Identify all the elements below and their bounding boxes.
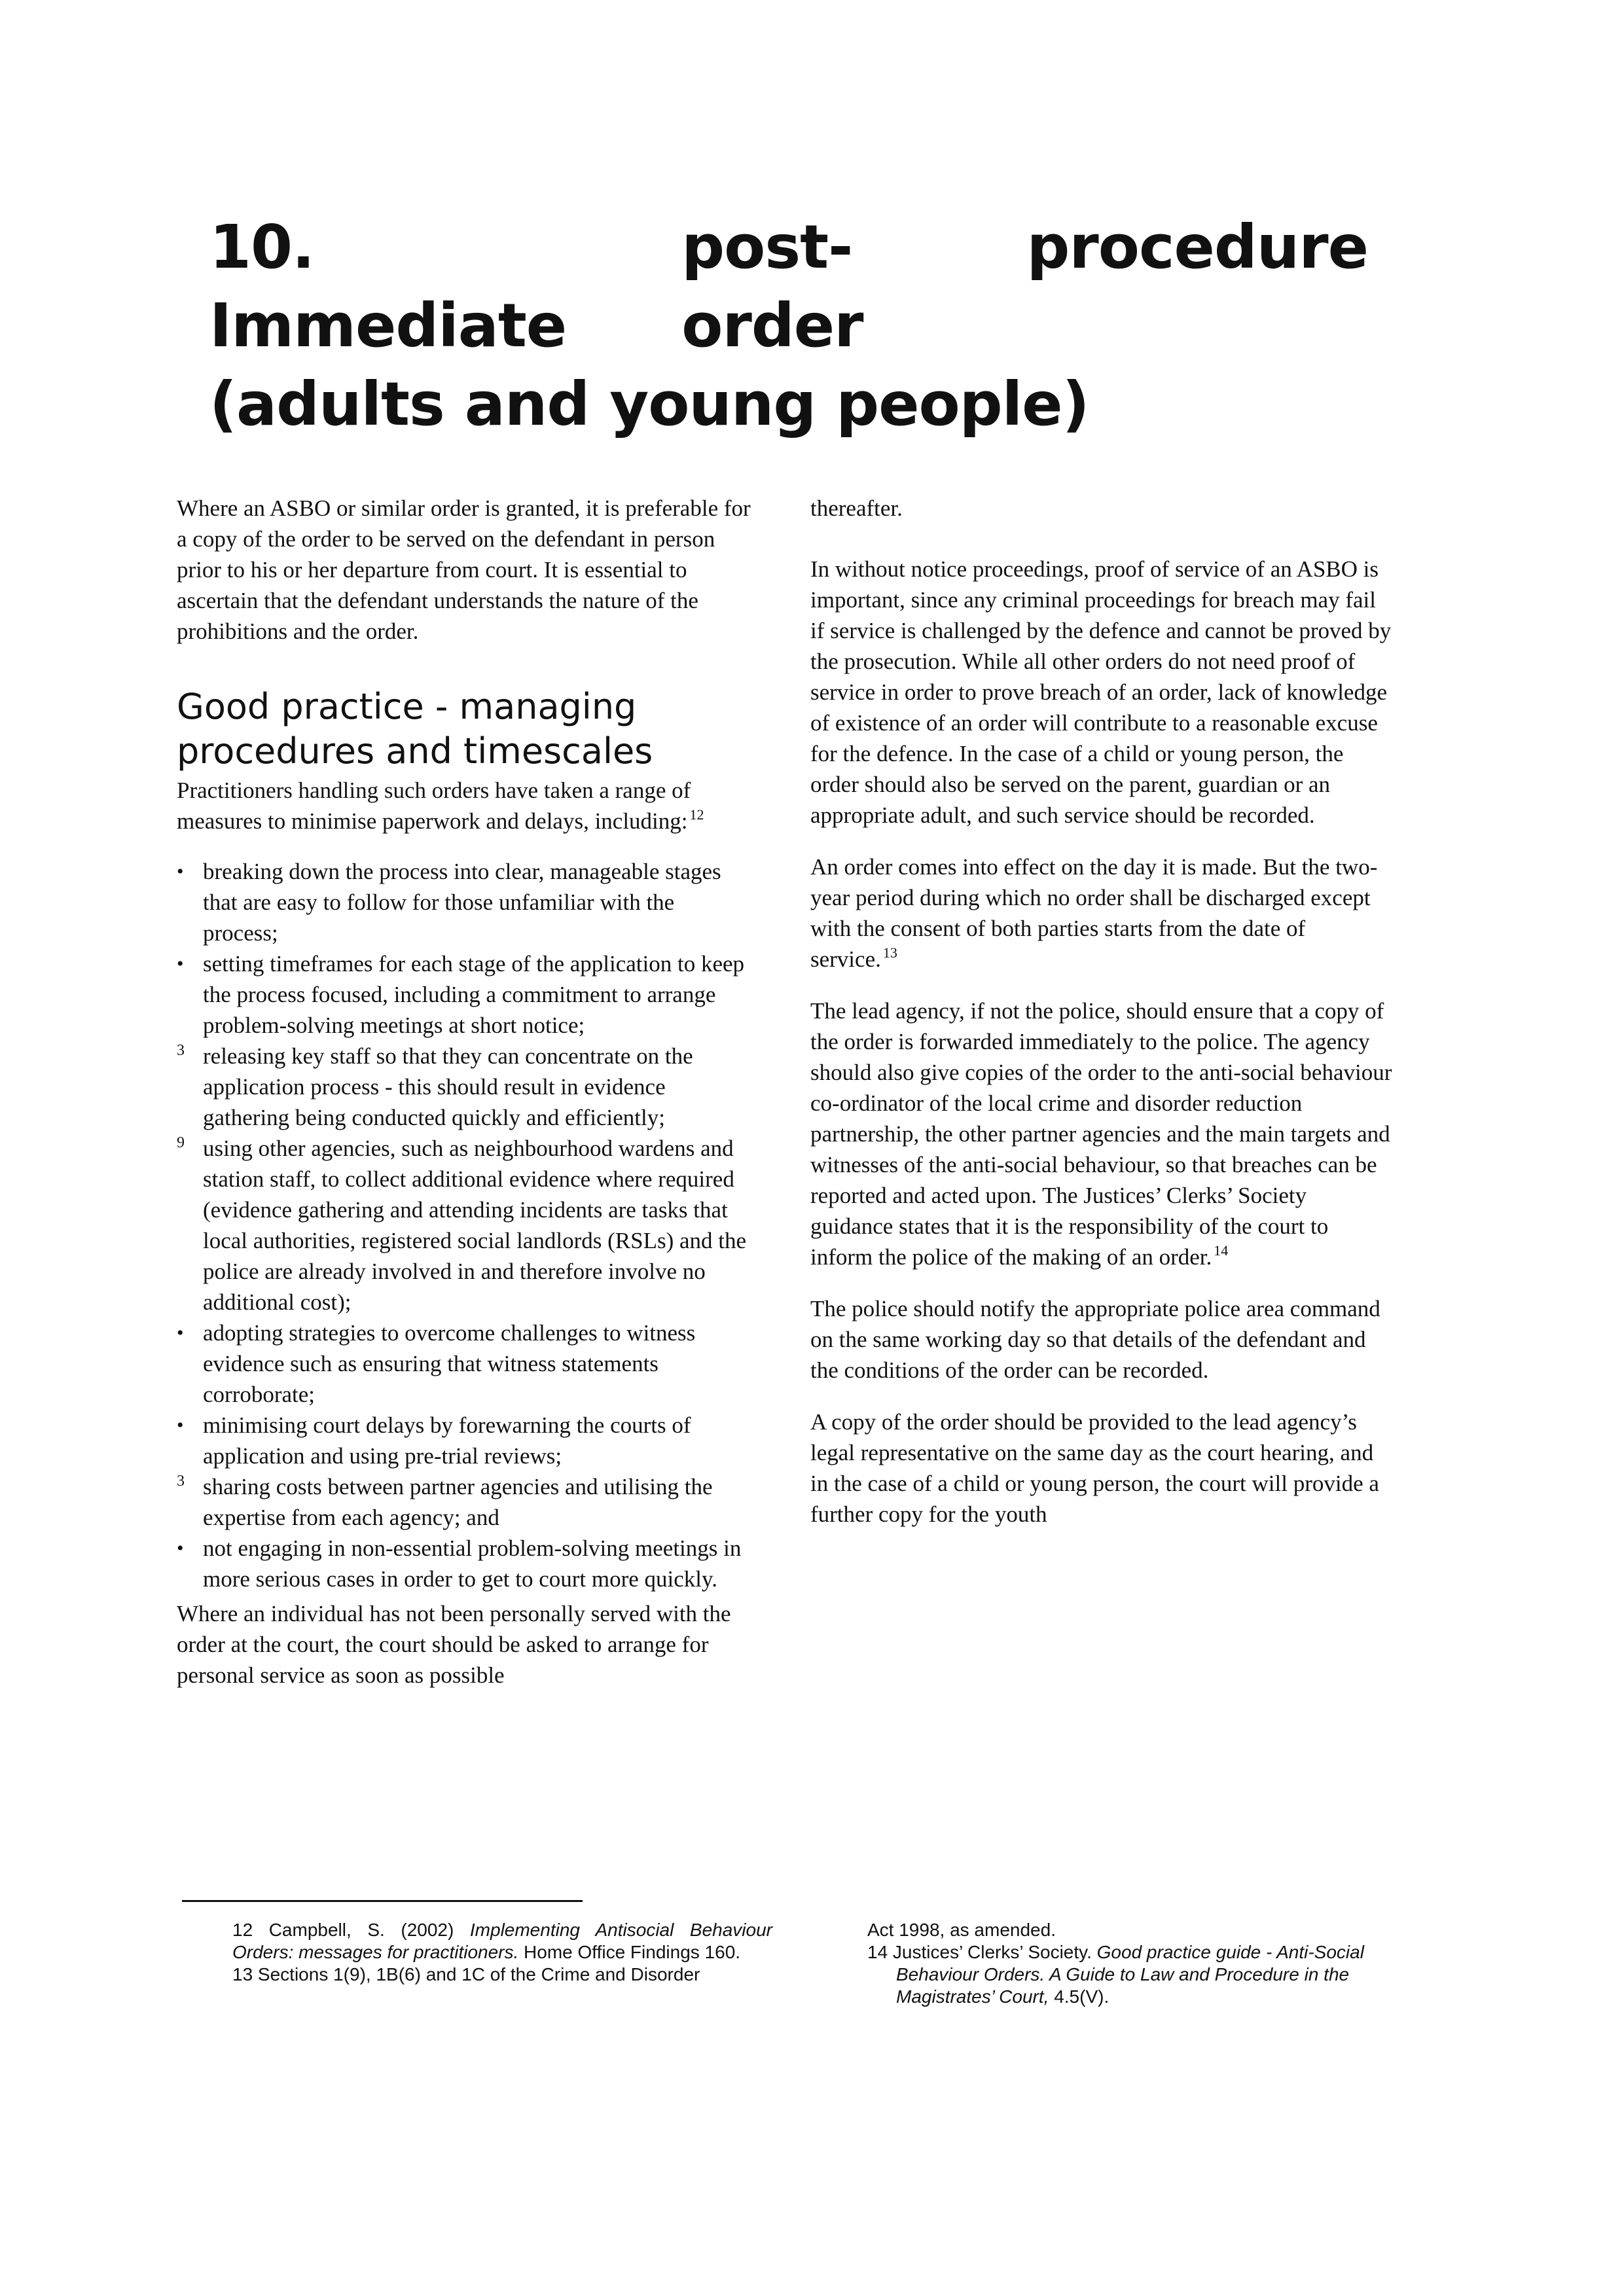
bullet-marker: 3 xyxy=(177,1473,185,1490)
page-title-line-2: (adults and young people) xyxy=(209,369,1089,439)
footnote-ref-12: 12 xyxy=(689,806,704,823)
lead-in-text: Practitioners handling such orders have taken a range of measures to minimise paperwork and delays, including: xyxy=(177,778,691,834)
list-item-text: using other agencies, such as neighbourhood wardens and station staff, to collect additional evidence where required (evidence gathering and attending incidents are tasks that local authorities, registered social landlords (RSLs) and the police are already involved in and therefore involve no additional cost); xyxy=(203,1136,747,1315)
bullet-marker: • xyxy=(177,1322,184,1344)
paragraph-service-proof xyxy=(810,554,1393,831)
paragraph-text: The lead agency, if not the police, should ensure that a copy of the order is forwarded immediately to the police. The agency should also give copies of the order to the anti-social behaviour co-ordinator of the local crime and disorder reduction partnership, the other partner agencies and the main targets and witnesses of the anti-social behaviour, so that breaches can be reported and acted upon. The Justices’ Clerks’ Society guidance states that it is the responsibility of the court to inform the police of the making of an order. xyxy=(810,998,1392,1270)
left-column xyxy=(177,493,753,1712)
footnote-title: Good practice guide - Anti-Social Behaviour Orders. A Guide to Law and Procedure in the Magistrates’ Court, xyxy=(896,1942,1364,2007)
list-item-text: setting timeframes for each stage of the application to keep the process focused, including a commitment to arrange problem-solving meetings at short notice; xyxy=(203,951,745,1038)
bullet-marker: 9 xyxy=(177,1134,185,1151)
paragraph-lead-agency xyxy=(810,996,1393,1272)
footnotes-left xyxy=(232,1919,772,1986)
page-title-line-1 xyxy=(209,208,1368,365)
paragraph-text: The police should notify the appropriate police area command on the same working day so that details of the defendant and the conditions of the order can be recorded. xyxy=(810,1296,1380,1383)
bullet-marker: • xyxy=(177,861,184,882)
bullet-marker: • xyxy=(177,1537,184,1559)
footnote-title: Implementing Antisocial Behaviour Orders: messages for practitioners. xyxy=(232,1920,772,1962)
title-word-1: 10. Immediate xyxy=(209,212,567,361)
footnote-text: 14 Justices’ Clerks’ Society. xyxy=(867,1942,1097,1962)
section-heading: Good practice - managing procedures and timescales xyxy=(177,686,653,772)
list-item xyxy=(177,1533,753,1594)
footnotes-right xyxy=(867,1919,1404,2008)
footnote-12 xyxy=(232,1919,772,1964)
list-item xyxy=(177,948,753,1041)
list-item-text: adopting strategies to overcome challenges to witness evidence such as ensuring that witness statements corroborate; xyxy=(203,1320,696,1407)
list-item xyxy=(177,1410,753,1471)
title-word-2: post-order xyxy=(681,212,863,361)
footnote-13-continuation: Act 1998, as amended. xyxy=(867,1920,1056,1940)
footnote-text: Home Office Findings 160. xyxy=(518,1942,741,1962)
lead-in-paragraph xyxy=(177,775,753,836)
footnote-separator xyxy=(182,1900,583,1902)
paragraph-police-notify xyxy=(810,1293,1393,1386)
footnote-ref-13: 13 xyxy=(882,944,897,961)
right-column xyxy=(810,493,1393,1551)
list-item-text: minimising court delays by forewarning the courts of application and using pre-trial reviews; xyxy=(203,1412,691,1469)
footnote-13: 13 Sections 1(9), 1B(6) and 1C of the Crime and Disorder xyxy=(232,1964,700,1984)
bullet-marker: • xyxy=(177,1414,184,1436)
paragraph-text: A copy of the order should be provided to the lead agency’s legal representative on the same day as the court hearing, and in the case of a child or young person, the court will provide a further copy for the youth xyxy=(810,1409,1379,1527)
continuation-text: thereafter. xyxy=(810,495,903,521)
list-item-text: sharing costs between partner agencies and utilising the expertise from each agency; and xyxy=(203,1474,713,1530)
list-item xyxy=(177,856,753,948)
page-title xyxy=(209,208,1368,444)
list-item-text: not engaging in non-essential problem-solving meetings in more serious cases in order to get to court more quickly. xyxy=(203,1535,742,1592)
bullet-marker: • xyxy=(177,953,184,975)
intro-paragraph: Where an ASBO or similar order is granted, it is preferable for a copy of the order to be served on the defendant in person prior to his or her departure from court. It is essential to ascertain that the defendant understands the nature of the prohibitions and the order. xyxy=(177,495,751,644)
list-item xyxy=(177,1133,753,1318)
measures-list xyxy=(177,856,753,1594)
paragraph-text: An order comes into effect on the day it is made. But the two-year period during which no order shall be discharged except with the consent of both parties starts from the date of service. xyxy=(810,854,1378,972)
footnote-text: 12 Campbell, S. (2002) xyxy=(232,1920,470,1940)
paragraph-effect-date xyxy=(810,852,1393,975)
paragraph-text: In without notice proceedings, proof of service of an ASBO is important, since any criminal proceedings for breach may fail if service is challenged by the defence and cannot be proved by the prosecution. While all other orders do not need proof of service in order to prove breach of an order, lack of knowledge of existence of an order will contribute to a reasonable excuse for the defence. In the case of a child or young person, the order should also be served on the parent, guardian or an appropriate adult, and such service should be recorded. xyxy=(810,556,1392,828)
list-item-text: releasing key staff so that they can concentrate on the application process - this should result in evidence gathering being conducted quickly and efficiently; xyxy=(203,1043,693,1130)
footnote-text: 4.5(V). xyxy=(1049,1986,1110,2007)
paragraph-copy-provided xyxy=(810,1407,1393,1530)
footnote-ref-14: 14 xyxy=(1214,1242,1229,1259)
footnote-14 xyxy=(867,1941,1404,2008)
bullet-marker: 3 xyxy=(177,1042,185,1059)
title-word-3: procedure xyxy=(1026,212,1368,282)
list-item xyxy=(177,1471,753,1533)
list-item xyxy=(177,1041,753,1133)
list-item-text: breaking down the process into clear, manageable stages that are easy to follow for those unfamiliar with the process; xyxy=(203,859,721,946)
list-item xyxy=(177,1318,753,1410)
closing-paragraph: Where an individual has not been personally served with the order at the court, the court should be asked to arrange for personal service as soon as possible xyxy=(177,1601,731,1688)
